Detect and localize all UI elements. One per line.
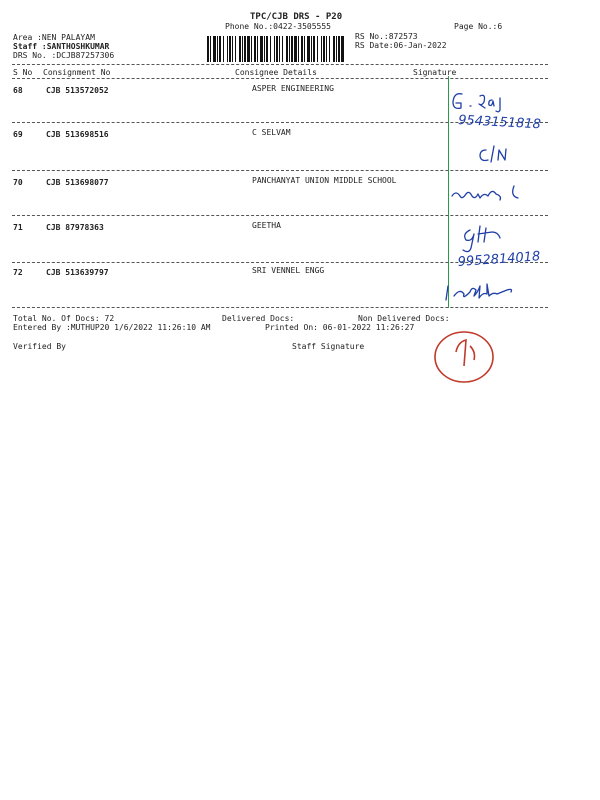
signature-mark xyxy=(454,284,512,298)
handwritten-phone: 9952814018 xyxy=(457,249,541,270)
entered-by: Entered By :MUTHUP20 1/6/2022 11:26:10 AM xyxy=(13,323,211,332)
printed-on: Printed On: 06-01-2022 11:26:27 xyxy=(265,323,415,332)
row-consignment: CJB 513572052 xyxy=(46,86,109,95)
row-consignee: SRI VENNEL ENGG xyxy=(252,266,325,275)
signature-mark xyxy=(463,226,500,252)
drs-title: TPC/CJB DRS - P20 xyxy=(250,12,343,22)
row-sno: 70 xyxy=(13,178,23,187)
row-consignee: ASPER ENGINEERING xyxy=(252,84,334,93)
phone-number: Phone No.:0422-3505555 xyxy=(225,22,331,31)
page-number: Page No.:6 xyxy=(454,22,503,31)
verified-by: Verified By xyxy=(13,342,66,351)
total-docs: Total No. Of Docs: 72 xyxy=(13,314,115,323)
non-delivered-docs: Non Delivered Docs: xyxy=(358,314,450,323)
staff-label: Staff :SANTHOSHKUMAR xyxy=(13,42,110,51)
handwritten-phone: 9543151818 xyxy=(457,113,542,133)
signature-mark xyxy=(479,95,500,112)
delivered-docs: Delivered Docs: xyxy=(222,314,295,323)
row-consignee: PANCHANYAT UNION MIDDLE SCHOOL xyxy=(252,176,397,185)
column-consignee: Consignee Details xyxy=(235,68,317,77)
row-consignee: GEETHA xyxy=(252,221,281,230)
signature-mark xyxy=(446,286,448,300)
column-signature: Signature xyxy=(413,68,457,77)
row-sno: 71 xyxy=(13,223,23,232)
area-label: Area :NEN PALAYAM xyxy=(13,33,95,42)
signature-mark xyxy=(453,94,462,109)
signature-mark xyxy=(480,146,506,162)
stamp-circle xyxy=(435,332,493,382)
row-consignment: CJB 513698077 xyxy=(46,178,109,187)
row-consignment: CJB 87978363 xyxy=(46,223,104,232)
row-consignment: CJB 513698516 xyxy=(46,130,109,139)
row-sno: 68 xyxy=(13,86,23,95)
signature-mark xyxy=(452,191,501,200)
row-consignment: CJB 513639797 xyxy=(46,268,109,277)
row-sno: 72 xyxy=(13,268,23,277)
staff-signature-label: Staff Signature xyxy=(292,342,365,351)
rs-date: RS Date:06-Jan-2022 xyxy=(355,41,447,50)
column-consignment: Consignment No xyxy=(43,68,111,77)
column-sno: S No xyxy=(13,68,33,77)
drs-number: DRS No. :DCJB87257306 xyxy=(13,51,115,60)
row-sno: 69 xyxy=(13,130,23,139)
rs-number: RS No.:872573 xyxy=(355,32,418,41)
signature-mark xyxy=(513,186,518,198)
row-consignee: C SELVAM xyxy=(252,128,291,137)
